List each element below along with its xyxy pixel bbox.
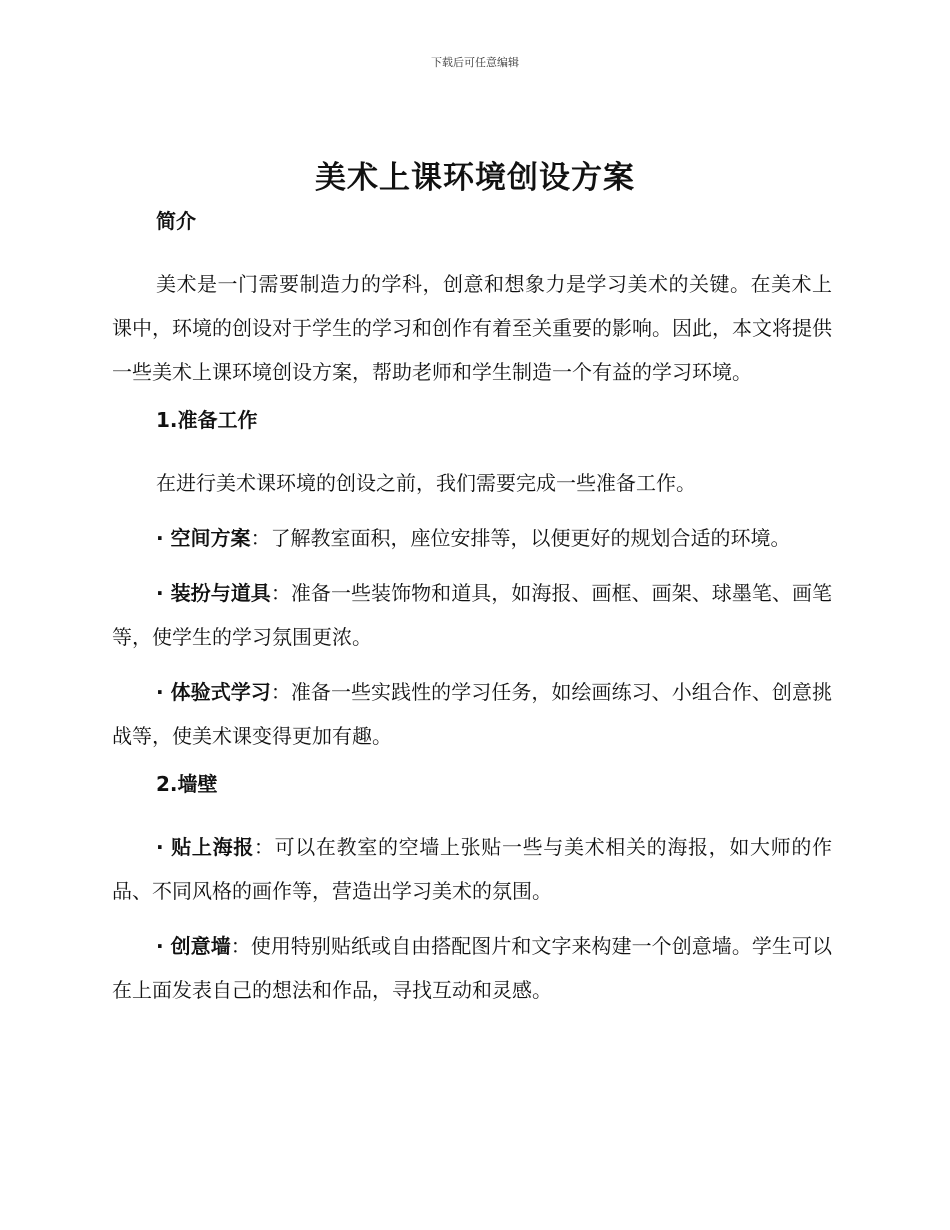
bullet-label: · 创意墙 — [156, 934, 231, 958]
bullet-separator: ： — [270, 680, 291, 704]
bullet-label: · 装扮与道具 — [156, 581, 271, 605]
bullet-label: · 空间方案 — [156, 526, 251, 550]
section-heading-intro: 简介 — [156, 209, 196, 233]
bullet-text: 了解教室面积，座位安排等，以便更好的规划合适的环境。 — [270, 526, 791, 550]
bullet-text: 准备一些实践性的学习任务，如绘画练习、小组合作、创意挑战等，使美术课变得更加有趣。 — [112, 680, 833, 748]
section-heading-prep: 1.准备工作 — [156, 408, 258, 432]
document-body — [112, 206, 832, 1012]
bullet-separator: ： — [270, 581, 291, 605]
bullet-separator: ： — [250, 526, 271, 550]
prep-paragraph: 在进行美术课环境的创设之前，我们需要完成一些准备工作。 — [156, 471, 696, 495]
list-item — [112, 670, 832, 758]
document-title: 美术上课环境创设方案 — [315, 160, 635, 196]
bullet-text: 准备一些装饰物和道具，如海报、画框、画架、球墨笔、画笔等，使学生的学习氛围更浓。 — [112, 581, 833, 649]
list-item — [112, 924, 832, 1012]
bullet-separator: ： — [253, 835, 275, 859]
list-item — [112, 516, 832, 560]
header-note: 下载后可任意编辑 — [431, 56, 519, 69]
section-heading-wall: 2.墙壁 — [156, 772, 218, 796]
bullet-text: 使用特别贴纸或自由搭配图片和文字来构建一个创意墙。学生可以在上面发表自己的想法和作品，寻找互动和灵感。 — [112, 934, 833, 1002]
bullet-text: 可以在教室的空墙上张贴一些与美术相关的海报，如大师的作品、不同风格的画作等，营造出学习美术的氛围。 — [112, 835, 833, 903]
bullet-label: · 体验式学习 — [156, 680, 271, 704]
list-item — [112, 571, 832, 659]
list-item — [112, 825, 832, 913]
bullet-label: · 贴上海报 — [156, 835, 254, 859]
intro-paragraph: 美术是一门需要制造力的学科，创意和想象力是学习美术的关键。在美术上课中，环境的创设对于学生的学习和创作有着至关重要的影响。因此，本文将提供一些美术上课环境创设方案，帮助老师和学生制造一个有益的学习环境。 — [112, 272, 832, 384]
bullet-separator: ： — [230, 934, 251, 958]
